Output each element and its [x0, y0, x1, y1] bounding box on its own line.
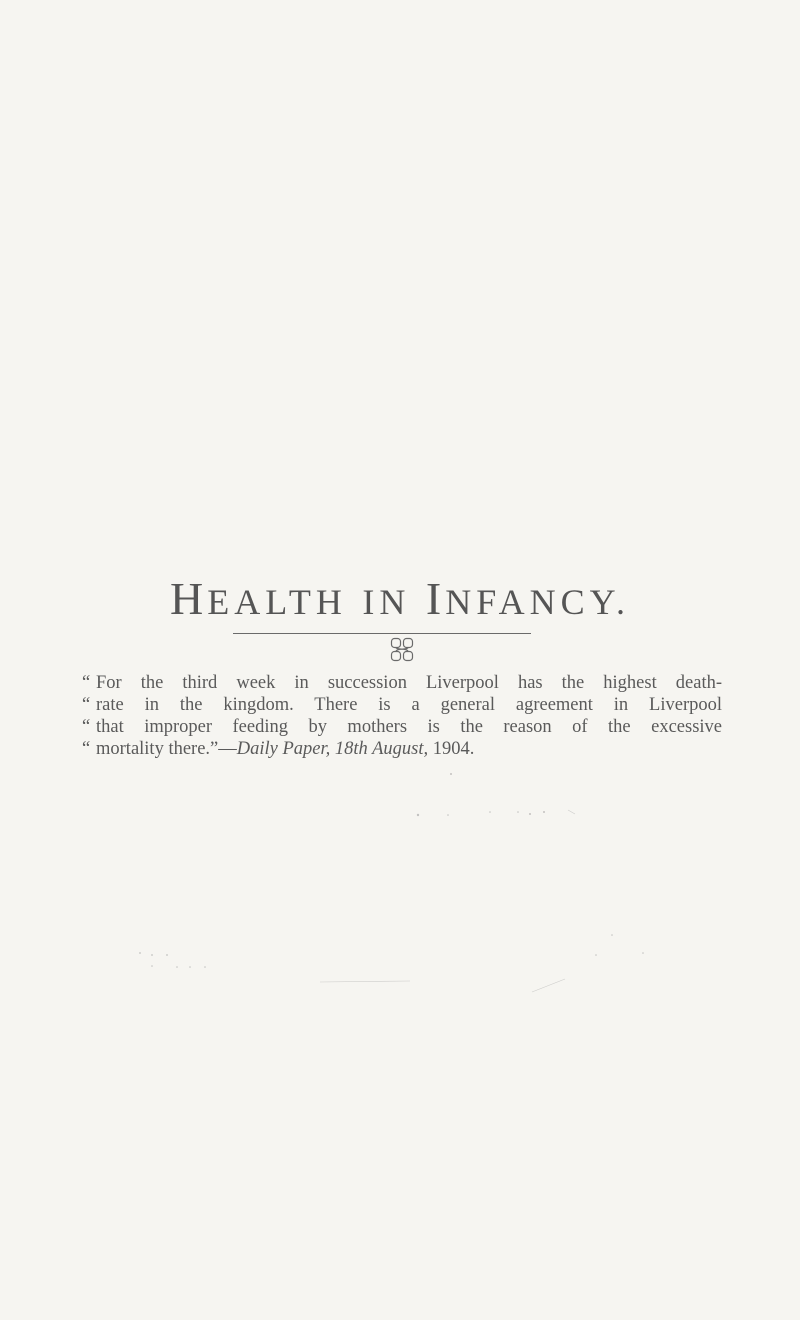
- quote-line: “ rate in the kingdom. There is a general agreement in Liverpool: [82, 695, 722, 715]
- source-paper: Daily Paper,: [236, 739, 331, 759]
- title-word-in: IN: [362, 582, 411, 622]
- title-initial-i: I: [425, 573, 446, 624]
- title-word-infancy-rest: NFANCY.: [445, 582, 630, 622]
- title-word-health-rest: EALTH: [207, 582, 347, 622]
- source-date: 18th August,: [334, 739, 429, 759]
- quote-line: “ that improper feeding by mothers is the reason of the excessive: [82, 717, 722, 737]
- quote-line-with-source: “ mortality there.”—Daily Paper, 18th August, 1904.: [82, 739, 475, 759]
- source-dash: —: [218, 739, 237, 759]
- quote-line: “ For the third week in succession Liverpool has the highest death-: [82, 673, 722, 693]
- source-year: 1904.: [432, 739, 475, 759]
- title-initial-h: H: [170, 573, 208, 624]
